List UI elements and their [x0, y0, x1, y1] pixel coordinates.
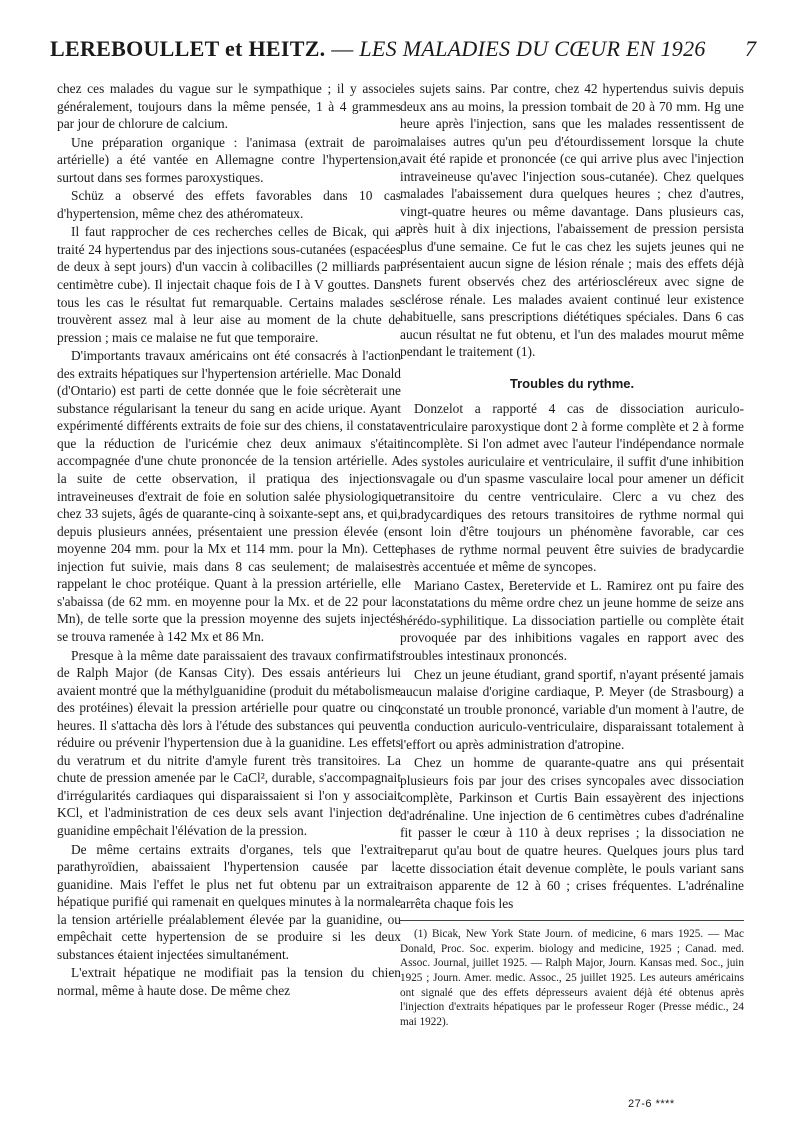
running-header — [50, 36, 756, 68]
paragraph: L'extrait hépatique ne modifiait pas la tension du chien normal, même à haute dose. De même chez — [57, 965, 401, 998]
paragraph: les sujets sains. Par contre, chez 42 hypertendus suivis depuis deux ans au moins, la pression tombait de 20 à 70 mm. Hg une heure après l'injection, sans que les malades ressentissent de malaises autres qu'un peu d'étourdissement lorsque la chute avait été rapide et prononcée (ce qui arrive plus avec l'injection intraveineuse qu'avec l'injection sous-cutanée). Chez quelques malades l'abaissement dura quelques heures ; chez d'autres, vingt-quatre heures ou même davantage. Dans plusieurs cas, après huit à dix injections, l'abaissement de pression persista plus d'une semaine. Ce fut le cas chez les sujets jeunes qui ne présentaient aucun signe de lésion rénale ; mais des effets déjà nets furent observés chez des artérioscléreux avec signe de sclérose rénale. Les malades avaient continué leur existence habituelle, sans prescriptions diététiques spéciales. Dans 6 cas aucun résultat ne fut obtenu, et l'un des malades mourut même pendant le traitement (1). — [400, 81, 744, 360]
paragraph: D'importants travaux américains ont été consacrés à l'action des extraits hépatiques sur l'hypertension artérielle. Mac Donald (d'Ontario) est parti de cette donnée que le foie sécrèterait une substance régularisant la teneur du sang en acide urique. Ayant expérimenté différents extraits de foie sur des chiens, il constata que la réduction de l'uricémie chez deux animaux s'était accompagnée d'une chute prononcée de la tension artérielle. A la suite de cette observation, il pratiqua des injections intraveineuses d'extrait de foie en solution salée physiologique chez 33 sujets, âgés de quarante-cinq à soixante-sept ans, et qui, depuis plusieurs années, présentaient une pression élevée (en moyenne 204 mm. pour la Mx et 114 mm. pour la Mn). Cette injection fut suivie, mais dans 8 cas seulement; de malaises rappelant le choc protéique. Quant à la pression artérielle, elle s'abaissa (de 62 mm. en moyenne pour la Mx. et de 22 pour la Mn), de telle sorte que la pression moyenne des sujets injectés se trouva ramenée à 142 Mx et 86 Mn. — [57, 348, 401, 644]
header-title-line — [50, 36, 706, 62]
printer-signature: 27-6 **** — [628, 1098, 675, 1110]
paragraph: Schüz a observé des effets favorables dans 10 cas d'hypertension, même chez des athéromateux. — [57, 188, 401, 221]
paragraph: Presque à la même date paraissaient des travaux confirmatifs de Ralph Major (de Kansas City). Des essais antérieurs lui avaient montré que la méthylguanidine (produit du métabolisme des protéines) élevait la pression artérielle pour quatre ou cinq heures. Il s'attacha dès lors à l'étude des substances qui peuvent réduire ou prévenir l'hypertension due à la guanidine. Les effets du veratrum et du nitrite d'amyle furent très transitoires. La chute de pression amenée par le CaCl², durable, s'accompagnait d'irrégularités cardiaques qui disparaissaient si l'on y associait KCl, et l'administration de ces deux sels avant l'injection de guanidine empêchait l'élévation de la pression. — [57, 647, 401, 838]
header-dash: — — [325, 36, 360, 61]
paragraph: Donzelot a rapporté 4 cas de dissociation auriculo-ventriculaire paroxystique dont 2 à forme complète et 2 à forme incomplète. Si l'on admet avec l'auteur l'indépendance normale des systoles auriculaire et ventriculaire, il suffit d'une inhibition vagale ou d'un spasme vasculaire local pour amener un déficit transitoire du centre ventriculaire. Clerc a vu chez des bradycardiques des retours transitoires de rythme normal qui sont loin d'être toujours un phénomène favorable, car ces phases de rythme normal peuvent être suivies de bradycardie très accentuée et même de syncopes. — [400, 401, 744, 575]
page-number: 7 — [745, 36, 756, 61]
paragraph: Mariano Castex, Beretervide et L. Ramirez ont pu faire des constatations du même ordre chez un jeune homme de seize ans hérédo-syphilitique. La dissociation partielle ou complète était provoquée par des inhibitions vagales en rapport avec des troubles intestinaux prononcés. — [400, 577, 744, 663]
right-column — [400, 80, 744, 1029]
left-column — [57, 80, 401, 999]
paragraph: Il faut rapprocher de ces recherches celles de Bicak, qui a traité 24 hypertendus par des injections sous-cutanées (espacées de deux à sept jours) d'un vaccin à colibacilles (2 milliards par centimètre cube). Il injectait chaque fois de I à V gouttes. Dans tous les cas le résultat fut remarquable. Certains malades se trouvèrent assez mal à leur aise au moment de la chute de pression ; mais ce malaise ne fut que temporaire. — [57, 224, 401, 345]
paragraph: chez ces malades du vague sur le sympathique ; il y associe généralement, toujours dans la même pensée, 1 à 4 grammes par jour de chlorure de calcium. — [57, 81, 401, 132]
header-authors: LEREBOULLET et HEITZ. — [50, 36, 326, 61]
section-heading: Troubles du rythme. — [509, 375, 635, 391]
header-title: LES MALADIES DU CŒUR EN 1926 — [359, 36, 706, 61]
paragraph: Chez un homme de quarante-quatre ans qui présentait plusieurs fois par jour des crises syncopales avec dissociation complète, Parkinson et Curtis Bain essayèrent des injections d'adrénaline. Une injection de 6 centimètres cubes d'adrénaline fit passer le cœur à 110 à deux reprises ; la dissociation ne reparut qu'au bout de quatre heures. Quelques jours plus tard cette dissociation était devenue complète, le pouls variant sans raison apparente de 12 à 60 ; crises fréquentes. L'adrénaline arrêta chaque fois les — [400, 755, 744, 911]
paragraph: Chez un jeune étudiant, grand sportif, n'ayant présenté jamais aucun malaise d'origine cardiaque, P. Meyer (de Strasbourg) a constaté un trouble prononcé, variable d'un moment à l'autre, de la conduction auriculo-ventriculaire, disparaissant totalement à l'effort ou après administration d'atropine. — [400, 666, 744, 752]
paragraph: Une préparation organique : l'animasa (extrait de paroi artérielle) a été vantée en Allemagne contre l'hypertension, surtout dans ses formes paroxystiques. — [57, 134, 401, 185]
footnote-rule — [400, 920, 744, 921]
paragraph: De même certains extraits d'organes, tels que l'extrait parathyroïdien, abaissaient l'hypertension causée par la guanidine. Mais l'effet le plus net fut obtenu par un extrait hépatique purifié qui ramenait en quelques minutes à la normale la tension artérielle préalablement élevée par la guanidine, ou empêchait cette hypertension de se produire si les deux substances étaient injectées simultanément. — [57, 841, 401, 962]
footnote: (1) Bicak, New York State Journ. of medicine, 6 mars 1925. — Mac Donald, Proc. Soc. experim. biology and medicine, 1925 ; Canad. med. Assoc. Journal, juillet 1925. — Ralph Major, Journ. Kansas med. Soc., juin 1925 ; Journ. Amer. medic. Assoc., 25 juillet 1925. Les auteurs américains ont signalé que des effets dépresseurs avaient déjà été obtenus après l'injection d'extraits hépatiques par le professeur Roger (Presse médic., 24 mai 1922). — [400, 928, 744, 1028]
